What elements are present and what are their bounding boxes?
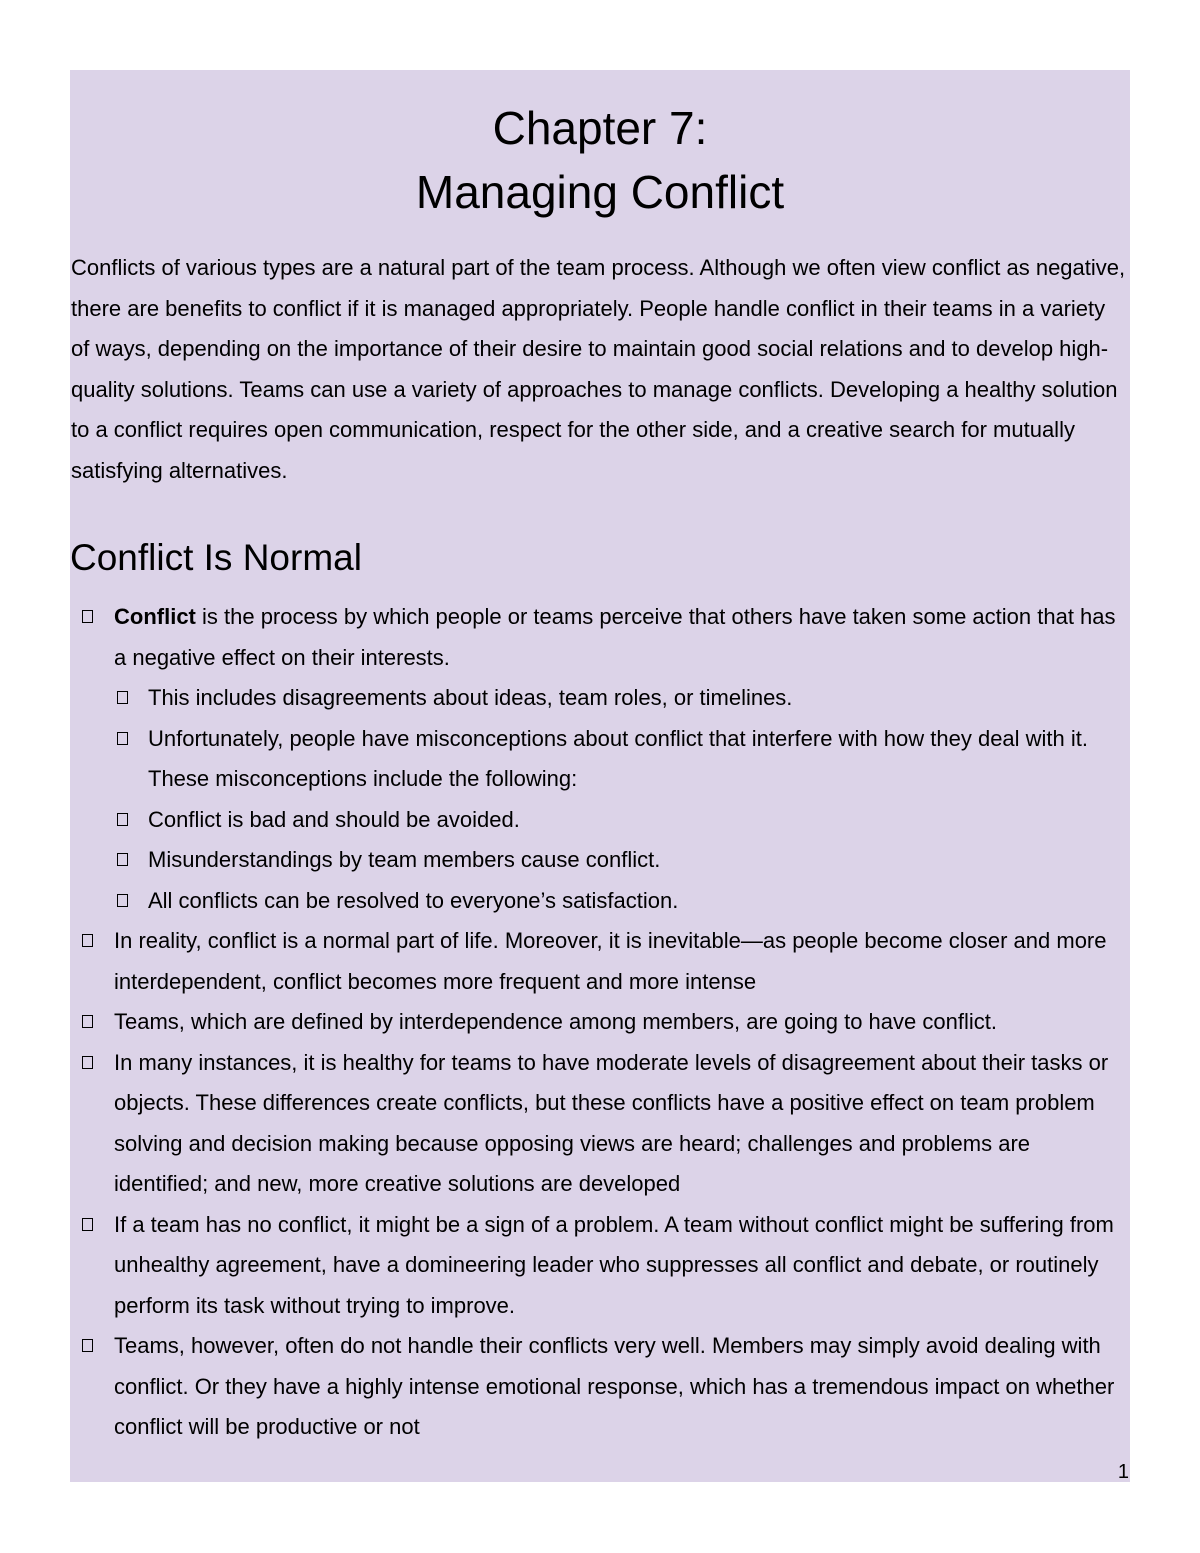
list-item-text: Teams, which are defined by interdependence among members, are going to have conflict. xyxy=(114,1009,997,1034)
hollow-square-bullet-icon xyxy=(117,813,128,826)
list-item xyxy=(0,597,1124,678)
hollow-square-bullet-icon xyxy=(117,691,128,704)
hollow-square-bullet-icon xyxy=(117,894,128,907)
list-item xyxy=(0,881,1118,922)
term-conflict: Conflict xyxy=(114,604,196,629)
hollow-square-bullet-icon xyxy=(82,1339,93,1352)
list-item-text: In reality, conflict is a normal part of life. Moreover, it is inevitable—as people become closer and more interdependent, conflict becomes more frequent and more intense xyxy=(114,928,1107,994)
bullet-list xyxy=(0,597,1200,1448)
hollow-square-bullet-icon xyxy=(117,853,128,866)
hollow-square-bullet-icon xyxy=(82,1015,93,1028)
list-item-text: Teams, however, often do not handle their conflicts very well. Members may simply avoid dealing with conflict. Or they have a highly intense emotional response, which has a tremendous impact on whether conflict will be productive or not xyxy=(114,1333,1115,1439)
list-item xyxy=(0,1002,1124,1043)
chapter-title: Managing Conflict xyxy=(415,166,785,218)
list-item-text: Unfortunately, people have misconceptions about conflict that interfere with how they deal with it. These misconceptions include the following: xyxy=(148,725,1089,791)
list-item xyxy=(0,800,1118,841)
list-item-text: In many instances, it is healthy for teams to have moderate levels of disagreement about their tasks or objects. These differences create conflicts, but these conflicts have a positive effect on team problem solving and decision making because opposing views are heard; challenges and problems are identified; and new, more creative solutions are developed xyxy=(114,1049,1109,1196)
list-item-text: Misunderstandings by team members cause conflict. xyxy=(148,847,661,872)
list-item-text: All conflicts can be resolved to everyone’s satisfaction. xyxy=(148,887,679,913)
list-item xyxy=(0,840,1118,881)
list-item xyxy=(0,1043,1124,1205)
hollow-square-bullet-icon xyxy=(82,1056,93,1069)
hollow-square-bullet-icon xyxy=(82,1218,93,1231)
list-item xyxy=(0,678,1118,719)
list-item xyxy=(0,1326,1124,1448)
list-item-text: Conflict is bad and should be avoided. xyxy=(148,806,520,832)
list-item-text: If a team has no conflict, it might be a sign of a problem. A team without conflict might be suffering from unhealthy agreement, have a domineering leader who suppresses all conflict and debate, or routinely perform its task without trying to improve. xyxy=(114,1211,1114,1318)
intro-paragraph: Conflicts of various types are a natural part of the team process. Although we often view conflict as negative, there are benefits to conflict if it is managed appropriately. People handle conflict in their teams in a variety of ways, depending on the importance of their desire to maintain good social relations and to develop high-quality solutions. Teams can use a variety of approaches to manage conflicts. Developing a healthy solution to a conflict requires open communication, respect for the other side, and a creative search for mutually satisfying alternatives. xyxy=(71,255,1126,483)
page-number: 1 xyxy=(1117,1461,1129,1483)
hollow-square-bullet-icon xyxy=(117,732,128,745)
list-item xyxy=(0,1205,1124,1327)
hollow-square-bullet-icon xyxy=(82,610,93,623)
list-item xyxy=(0,921,1124,1002)
list-item-text: is the process by which people or teams perceive that others have taken some action that has a negative effect on their interests. xyxy=(114,604,1116,670)
section-heading: Conflict Is Normal xyxy=(70,537,362,578)
chapter-number: Chapter 7: xyxy=(492,102,708,154)
hollow-square-bullet-icon xyxy=(82,934,93,947)
list-item xyxy=(0,719,1118,800)
list-item-text: This includes disagreements about ideas, team roles, or timelines. xyxy=(148,685,793,710)
